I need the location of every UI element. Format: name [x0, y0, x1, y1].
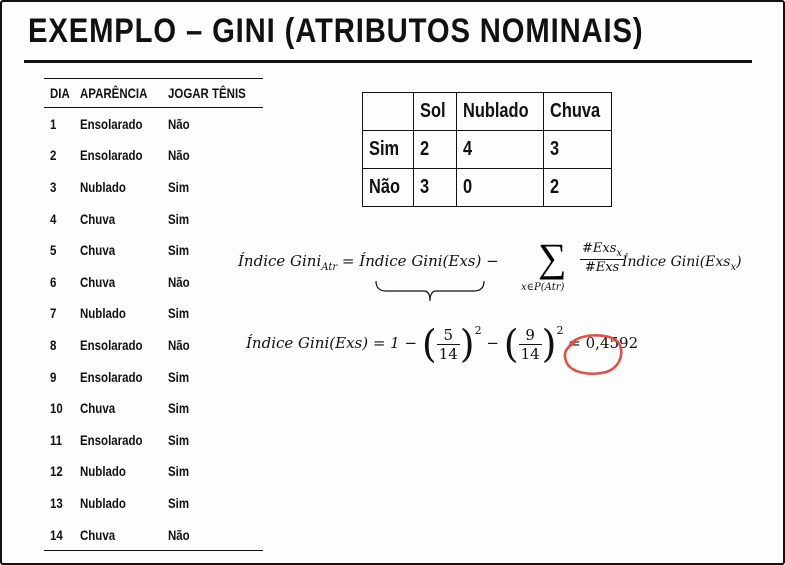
cell-dia: 9 [50, 368, 57, 385]
frac-den: #Exs [584, 260, 620, 275]
dataset-row [44, 424, 263, 456]
cell-dia: 12 [50, 463, 63, 480]
formula2-minus: − [486, 334, 499, 352]
cell-aparencia: Nublado [80, 494, 127, 511]
cell-jogar-tenis: Não [168, 147, 191, 164]
formula1-minus: − [486, 252, 499, 270]
underbrace [374, 279, 486, 305]
dataset-row [44, 392, 263, 424]
cell-dia: 10 [50, 400, 63, 417]
dataset-header-row [44, 79, 263, 108]
summation-symbol: ∑ [538, 235, 567, 280]
contingency-header-row [363, 93, 612, 131]
slide-title: EXEMPLO – GINI (ATRIBUTOS NOMINAIS) [28, 12, 644, 50]
dataset-row [44, 361, 263, 393]
contingency-row-sim [363, 131, 612, 169]
cell-dia: 6 [50, 273, 57, 290]
contingency-header-sol: Sol [414, 93, 457, 131]
dataset-row [44, 108, 263, 140]
cell-dia: 14 [44, 519, 74, 551]
dataset-table [44, 78, 263, 551]
cell-jogar-tenis: Sim [168, 494, 190, 511]
contingency-header-nublado: Nublado [457, 93, 544, 131]
cell-jogar-tenis: Não [162, 519, 263, 551]
cell-aparencia: Ensolarado [80, 115, 143, 132]
cell-aparencia: Nublado [80, 305, 127, 322]
cell-aparencia: Ensolarado [80, 336, 143, 353]
contingency-cell: 0 [457, 169, 544, 207]
frac1-den: 14 [438, 344, 458, 363]
formula1-term2 [622, 254, 742, 273]
cell-jogar-tenis: Sim [168, 431, 190, 448]
dataset-row [44, 519, 263, 551]
dataset-row [44, 298, 263, 330]
cell-dia: 4 [50, 210, 57, 227]
contingency-cell: 2 [414, 131, 457, 169]
dataset-row [44, 266, 263, 298]
dataset-row [44, 456, 263, 488]
cell-jogar-tenis: Sim [168, 242, 190, 259]
title-underline [24, 60, 752, 63]
gini-attribute-formula [238, 252, 499, 273]
dataset-row [44, 234, 263, 266]
cell-jogar-tenis: Sim [168, 305, 190, 322]
cell-jogar-tenis: Sim [168, 368, 190, 385]
cell-dia: 5 [50, 242, 57, 259]
contingency-row-nao [363, 169, 612, 207]
cell-aparencia: Chuva [74, 519, 162, 551]
cell-aparencia: Chuva [80, 210, 116, 227]
cell-dia: 3 [50, 178, 57, 195]
dataset-row [44, 171, 263, 203]
cell-dia: 8 [50, 336, 57, 353]
dataset-row [44, 487, 263, 519]
contingency-cell: 3 [544, 131, 612, 169]
exponent2: 2 [556, 324, 564, 337]
formula1-term2-sub: x [730, 262, 737, 273]
contingency-header-chuva: Chuva [544, 93, 612, 131]
cell-aparencia: Nublado [80, 178, 127, 195]
header-aparencia: APARÊNCIA [74, 79, 162, 108]
cell-jogar-tenis: Não [168, 273, 191, 290]
paren-close: ) [459, 322, 475, 366]
cell-jogar-tenis: Sim [168, 463, 190, 480]
frac2-num: 9 [519, 326, 542, 345]
cell-jogar-tenis: Sim [168, 210, 190, 227]
summation-subscript: x∈P(Atr) [521, 282, 565, 293]
contingency-table [362, 92, 612, 207]
cell-jogar-tenis: Sim [168, 400, 190, 417]
formula2-equals: = [568, 334, 581, 352]
fraction-count [580, 241, 624, 275]
gini-result: 0,4592 [585, 334, 639, 352]
dataset-row [44, 203, 263, 235]
formula1-term1: Índice Gini(Exs) [359, 252, 482, 270]
cell-aparencia: Ensolarado [80, 147, 143, 164]
cell-jogar-tenis: Não [168, 336, 191, 353]
paren-close: ) [541, 322, 557, 366]
formula2-lhs: Índice Gini(Exs) = 1 − [246, 334, 418, 352]
paren-open: ( [421, 322, 437, 366]
cell-dia: 7 [50, 305, 57, 322]
formula1-lhs-sub: Atr [321, 262, 338, 273]
cell-aparencia: Chuva [80, 242, 116, 259]
formula1-term2-close: ) [736, 254, 742, 270]
cell-jogar-tenis: Sim [168, 178, 190, 195]
contingency-cell: 4 [457, 131, 544, 169]
exponent1: 2 [474, 324, 482, 337]
cell-dia: 11 [50, 431, 63, 448]
contingency-row-label: Não [363, 169, 414, 207]
formula1-term2-text: Índice Gini(Exs [622, 254, 731, 270]
frac1-num: 5 [437, 326, 460, 345]
dataset-row [44, 140, 263, 172]
cell-aparencia: Chuva [80, 400, 116, 417]
result-highlight-circle [562, 331, 624, 377]
cell-aparencia: Chuva [80, 273, 116, 290]
contingency-row-label: Sim [363, 131, 414, 169]
paren-open: ( [503, 322, 519, 366]
formula1-lhs: Índice Gini [238, 252, 322, 270]
formula1-equals: = [341, 252, 355, 270]
header-dia: DIA [44, 79, 74, 108]
cell-aparencia: Nublado [80, 463, 127, 480]
frac-num-sub: x [616, 248, 623, 259]
cell-dia: 13 [50, 494, 63, 511]
frac2-den: 14 [520, 344, 540, 363]
cell-jogar-tenis: Não [168, 115, 191, 132]
cell-aparencia: Ensolarado [80, 368, 143, 385]
dataset-row [44, 329, 263, 361]
cell-dia: 2 [50, 147, 57, 164]
contingency-cell: 2 [544, 169, 612, 207]
contingency-cell: 3 [414, 169, 457, 207]
dataset-body [44, 108, 263, 551]
header-jogar-tenis: JOGAR TÊNIS [162, 79, 263, 108]
frac-num: #Exs [582, 241, 617, 256]
contingency-corner [363, 93, 414, 131]
cell-aparencia: Ensolarado [80, 431, 143, 448]
cell-dia: 1 [50, 115, 57, 132]
